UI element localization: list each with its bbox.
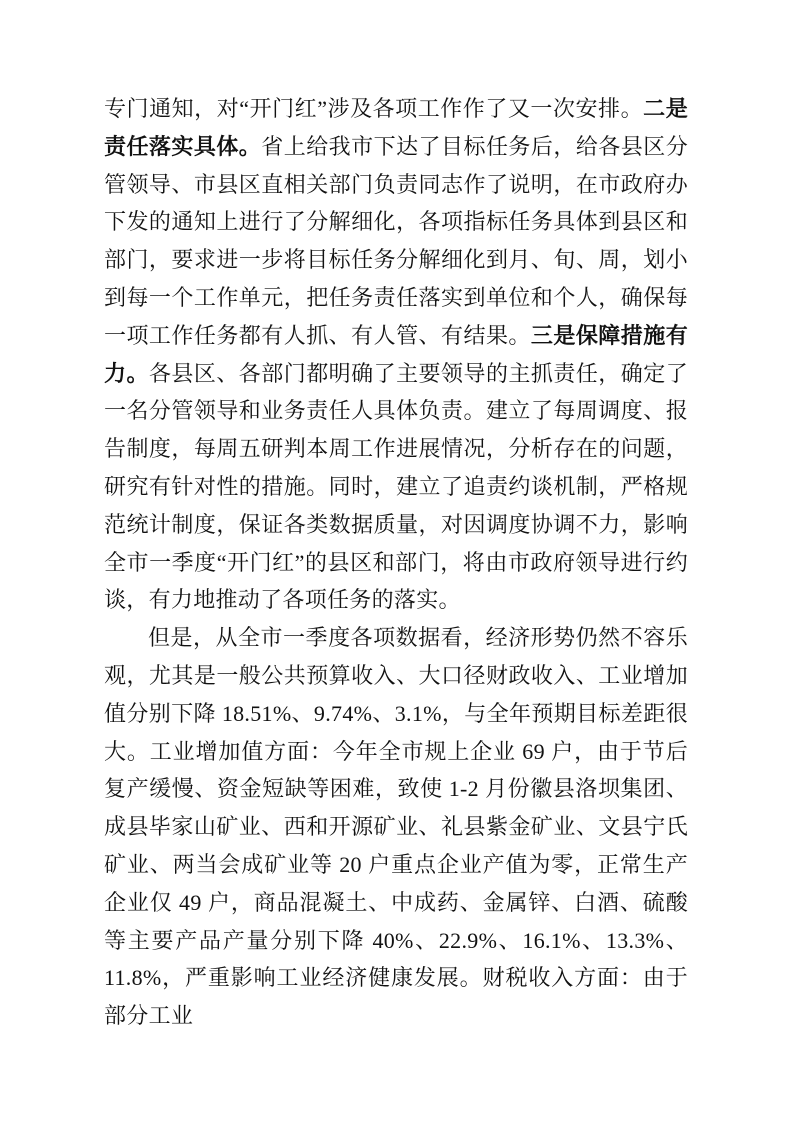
text-run: 但是，从全市一季度各项数据看，经济形势仍然不容乐观，尤其是一般公共预算收入、大口径财政收入、工业增加值分别下降 18.51%、9.74%、3.1%，与全年预期目标差距很大。工业增加值方面：今年全市规上企业 69 户，由于节后复产缓慢、资金短缺等困难，致使 1-2 月份徽县洛坝集团、成县毕家山矿业、西和开源矿业、礼县紫金矿业、文县宁氏矿业、两当会成矿业等 20 户重点企业产值为零，正常生产企业仅 49 户，商品混凝土、中成药、金属锌、白酒、硫酸等主要产品产量分别下降 40%、22.9%、16.1%、13.3%、11.8%，严重影响工业经济健康发展。财税收入方面：由于部分工业: [104, 625, 688, 1029]
paragraph-continuation: [104, 90, 688, 619]
text-run: 省上给我市下达了目标任务后，给各县区分管领导、市县区直相关部门负责同志作了说明，在市政府办下发的通知上进行了分解细化，各项指标任务具体到县区和部门，要求进一步将目标任务分解细化到月、旬、周，划小到每一个工作单元，把任务责任落实到单位和个人，确保每一项工作任务都有人抓、有人管、有结果。: [104, 133, 688, 348]
text-run: 专门通知，对“开门红”涉及各项工作作了又一次安排。: [104, 96, 644, 121]
paragraph-economic-situation: [104, 619, 688, 1035]
text-run-bold-heading-two: 二是责任落实具体。: [104, 96, 689, 159]
text-run: 各县区、各部门都明确了主要领导的主抓责任，确定了一名分管领导和业务责任人具体负责。建立了每周调度、报告制度，每周五研判本周工作进展情况，分析存在的问题，研究有针对性的措施。同时，建立了追责约谈机制，严格规范统计制度，保证各类数据质量，对因调度协调不力，影响全市一季度“开门红”的县区和部门，将由市政府领导进行约谈，有力地推动了各项任务的落实。: [104, 360, 688, 613]
text-run-bold-heading-three: 三是保障措施有力。: [104, 322, 688, 386]
document-body: [104, 90, 688, 1035]
